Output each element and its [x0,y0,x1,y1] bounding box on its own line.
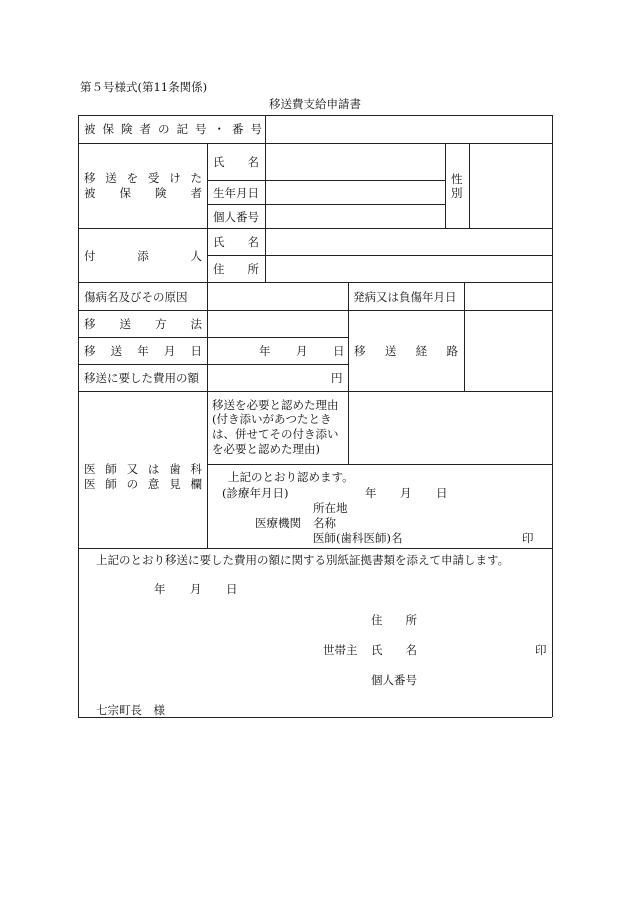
application-date-year: 年 [154,582,166,596]
location-label: 所在地 [313,501,348,515]
transport-date-field[interactable] [208,338,347,363]
form-number: 第５号様式(第11条関係) [80,80,208,94]
householder-label: 世帯主 [323,643,358,657]
injury-cause-field[interactable] [208,283,347,309]
onset-date-label: 発病又は負傷年月日 [353,290,457,304]
sex-label-top: 性 [451,172,463,186]
attendant-address-label: 住 所 [213,262,259,276]
doctor-seal: 印 [522,531,534,545]
transported-person-label-line2: 被 保 険 者 [84,186,202,200]
application-statement: 上記のとおり移送に要した費用の額に関する別紙証拠書類を添えて申請します。 [96,553,510,567]
transported-birthdate-label: 生年月日 [213,186,259,200]
exam-date-day: 日 [436,486,448,500]
insured-symbol-number-label: 被 保 険 者 の 記 号 ・ 番 号 [84,122,262,136]
transport-method-label: 移 送 方 法 [84,317,202,331]
transported-personal-number-field[interactable] [266,205,444,227]
attendant-address-field[interactable] [266,256,551,281]
applicant-name-label: 氏 名 [371,643,417,657]
institution-label: 医療機関 [255,516,301,530]
attendant-label: 付 添 人 [84,249,202,263]
transported-birthdate-field[interactable] [266,181,444,203]
sex-field[interactable] [470,144,551,227]
transport-method-field[interactable] [208,311,347,336]
transported-name-label: 氏 名 [213,155,259,169]
doctor-opinion-label-line1: 医 師 又 は 歯 科 [84,462,202,476]
certify-text: 上記のとおり認めます。 [228,470,354,484]
application-date-month: 月 [190,582,202,596]
transport-date-day: 日 [333,344,345,358]
exam-date-label: (診療年月日) [222,486,289,500]
transport-date-year: 年 [259,344,271,358]
transport-date-month: 月 [296,344,308,358]
transport-route-field[interactable] [465,311,551,390]
reason-line3: は、併せてその付き添い [212,427,339,441]
insured-symbol-number-field[interactable] [266,116,551,142]
transported-name-field[interactable] [266,144,444,179]
application-date-day: 日 [226,582,238,596]
transport-cost-label: 移送に要した費用の額 [84,371,199,385]
transport-cost-field[interactable] [208,365,328,390]
transport-date-label: 移 送 年 月 日 [84,344,202,358]
sex-label-bottom: 別 [451,186,463,200]
reason-line4: を必要と認めた理由) [212,442,320,456]
exam-date-month: 月 [400,486,412,500]
attendant-name-label: 氏 名 [213,235,259,249]
reason-line1: 移送を必要と認めた理由 [212,398,339,412]
transported-person-label-line1: 移 送 を 受 け た [84,171,202,185]
injury-cause-label: 傷病名及びその原因 [84,290,188,304]
addressee: 七宗町長 様 [96,703,165,717]
attendant-name-field[interactable] [266,229,551,254]
doctor-opinion-label-line2: 医 師 の 意 見 欄 [84,477,202,491]
yen-unit: 円 [331,371,343,385]
transported-personal-number-label: 個人番号 [213,210,259,224]
applicant-personal-number-label: 個人番号 [371,673,417,687]
applicant-address-label: 住 所 [371,613,417,627]
exam-date-year: 年 [365,486,377,500]
reason-line2: (付き添いがあつたとき [212,412,332,426]
reason-field[interactable] [349,392,551,463]
transport-route-label: 移 送 経 路 [354,344,458,358]
doctor-name-label: 医師(歯科医師)名 [313,531,403,545]
onset-date-field[interactable] [465,283,551,309]
form-title: 移送費支給申請書 [269,97,361,111]
applicant-seal: 印 [535,643,547,657]
institution-name-label: 名称 [313,516,336,530]
